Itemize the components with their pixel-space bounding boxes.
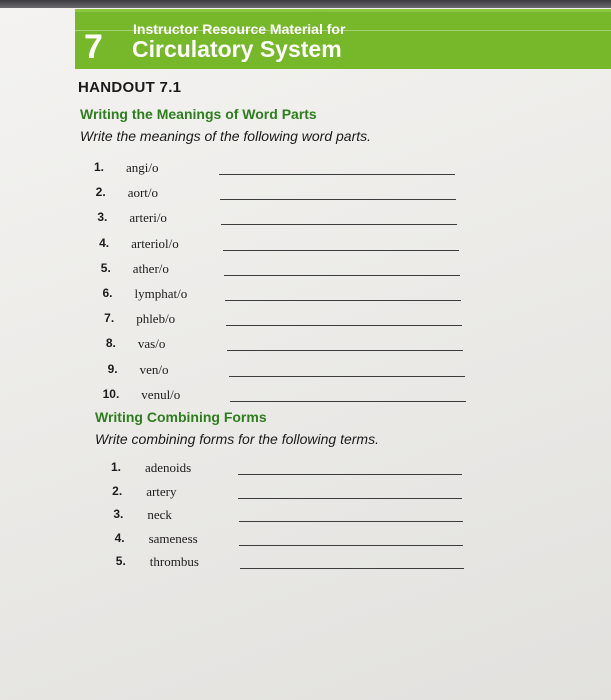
list-item — [90, 311, 467, 331]
item-term: sameness — [148, 530, 198, 546]
item-number: 3. — [97, 210, 108, 225]
item-number: 5. — [115, 554, 126, 568]
answer-line[interactable] — [239, 545, 463, 546]
item-term: arteri/o — [129, 210, 167, 226]
chapter-number: 7 — [84, 28, 103, 66]
answer-line[interactable] — [239, 521, 463, 522]
answer-line[interactable] — [219, 174, 455, 175]
item-number: 8. — [105, 336, 116, 351]
answer-line[interactable] — [227, 350, 463, 351]
item-term: venul/o — [141, 386, 181, 402]
answer-line[interactable] — [238, 474, 462, 475]
item-number: 9. — [107, 361, 118, 376]
item-number: 2. — [112, 483, 123, 498]
item-term: adenoids — [145, 460, 192, 475]
list-item — [85, 236, 464, 256]
section2-title: Writing Combining Forms — [95, 409, 267, 425]
answer-line[interactable] — [223, 250, 459, 251]
item-number: 1. — [110, 460, 121, 474]
list-item — [80, 160, 460, 180]
item-term: neck — [147, 507, 172, 522]
header-title: Circulatory System — [132, 36, 342, 62]
section1-title: Writing the Meanings of Word Parts — [80, 106, 317, 122]
item-term: thrombus — [149, 554, 199, 569]
answer-line[interactable] — [221, 224, 457, 225]
item-number: 5. — [100, 260, 111, 275]
list-item — [98, 484, 467, 504]
answer-line[interactable] — [225, 300, 461, 301]
item-number: 10. — [102, 386, 120, 401]
item-number: 4. — [99, 235, 110, 250]
item-number: 1. — [93, 160, 104, 174]
item-term: ven/o — [139, 361, 169, 377]
item-term: lymphat/o — [134, 286, 188, 301]
monitor-bezel — [0, 0, 611, 8]
item-term: ather/o — [132, 260, 169, 276]
answer-line[interactable] — [230, 401, 466, 402]
item-term: phleb/o — [136, 311, 176, 327]
answer-line[interactable] — [224, 275, 460, 276]
section2-instruction: Write combining forms for the following terms. — [95, 431, 379, 447]
item-number: 6. — [102, 286, 113, 300]
header-subtitle: Instructor Resource Material for — [133, 21, 346, 37]
list-item — [82, 185, 462, 205]
answer-line[interactable] — [240, 568, 464, 569]
item-number: 7. — [104, 311, 115, 326]
item-number: 3. — [113, 507, 124, 521]
list-item — [101, 531, 469, 551]
answer-line[interactable] — [226, 325, 462, 326]
section1-instruction: Write the meanings of the following word parts. — [80, 128, 372, 144]
item-term: artery — [146, 483, 177, 499]
list-item — [92, 336, 469, 356]
item-term: arteriol/o — [131, 235, 179, 251]
list-item — [87, 261, 465, 281]
item-term: vas/o — [137, 336, 166, 352]
item-number: 2. — [95, 185, 106, 200]
item-number: 4. — [114, 530, 125, 545]
list-item — [95, 387, 471, 407]
list-item — [89, 286, 467, 306]
answer-line[interactable] — [229, 376, 465, 377]
list-item — [99, 507, 468, 527]
list-item — [102, 554, 469, 574]
list-item — [97, 460, 467, 480]
answer-line[interactable] — [220, 199, 456, 200]
list-item — [83, 210, 462, 230]
list-item — [94, 362, 470, 382]
handout-label: HANDOUT 7.1 — [78, 79, 182, 96]
answer-line[interactable] — [238, 498, 462, 499]
item-term: angi/o — [126, 160, 159, 175]
item-term: aort/o — [127, 185, 159, 201]
